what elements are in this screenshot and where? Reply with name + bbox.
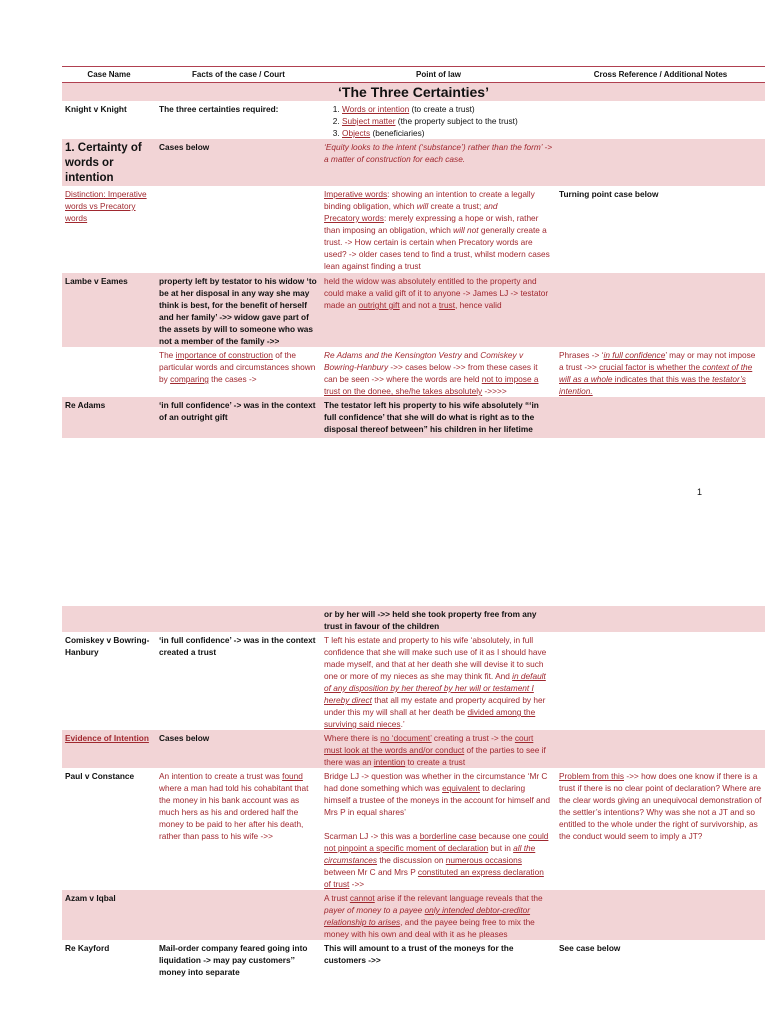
case-name: [62, 347, 156, 397]
cross-reference: Problem from this ->> how does one know if there is a trust if there is no clear point of declaration? Where are the clear words giving an unequivocal demonstration of the settler’s intentions? Why was she not a JT and so entitled to the whole under the right of survivorship, as the conduct would seem to imply a JT?: [559, 771, 762, 841]
point-of-law: Where there is no ‘document’ creating a trust -> the court must look at the words and/or conduct of the parties to see if there was an intention to create a trust: [321, 730, 556, 768]
cross-reference: Turning point case below: [559, 189, 659, 199]
certainties-list: [324, 103, 553, 139]
table-title: ‘The Three Certainties’: [62, 83, 765, 102]
point-of-law: Bridge LJ -> question was whether in the circumstance ‘Mr C had done something which was equivalent to declaring himself a trustee of the moneys in the account for himself and Mrs P in equal shares’ Scarman LJ -> this was a borderline case because one could not pinpoint a specific moment of declaration but in all the circumstances the discussion on numerous occasions between Mr C and Mrs P constituted an express declaration of trust ->>: [324, 771, 550, 889]
point-of-law: This will amount to a trust of the moneys for the customers ->>: [324, 943, 514, 965]
case-facts: [156, 606, 321, 632]
point-of-law: The testator left his property to his wife absolutely “‘in full confidence’ that she will do what is right as to the disposal thereof between” his children in her lifetime: [321, 397, 556, 438]
case-facts: Cases below: [156, 730, 321, 768]
certainties-table-continued: [62, 606, 765, 978]
table-row: [62, 730, 765, 768]
header-cross-reference: Cross Reference / Additional Notes: [556, 67, 765, 83]
cross-reference: [556, 632, 765, 730]
cross-reference: [556, 730, 765, 768]
point-of-law: Imperative words: showing an intention to create a legally binding obligation, which will create a trust; and Precatory words: merely expressing a hope or wish, rather than imposing an obligation, which will not generally create a trust. -> How certain is certain when Precatory words are used? -> older cases tend to find a trust, whilst modern cases lean against finding a trust: [324, 189, 550, 271]
case-facts: ‘in full confidence’ -> was in the context created a trust: [159, 635, 316, 657]
table-row: [62, 347, 765, 397]
case-facts: The three certainties required:: [159, 104, 279, 114]
cross-reference: [556, 101, 765, 139]
case-name: [62, 606, 156, 632]
header-case-name: Case Name: [62, 67, 156, 83]
header-facts: Facts of the case / Court: [156, 67, 321, 83]
table-row: [62, 397, 765, 438]
point-of-law: T left his estate and property to his wife ‘absolutely, in full confidence that she will make such use of it as I should have made myself, and that at her death she will devise it to such one or more of my nieces as she may think fit. And in default of any disposition by her thereof by her will or testament I hereby direct that all my estate and property acquired by her under this my will shall at her death be divided among the surviving said nieces.’: [324, 635, 547, 729]
point-of-law: [321, 101, 556, 139]
header-row: [62, 67, 765, 83]
case-name: Lambe v Eames: [62, 273, 156, 347]
cross-reference: [556, 273, 765, 347]
list-item: 2. Subject matter (the property subject to the trust): [342, 115, 553, 127]
table-row: [62, 139, 765, 186]
table-row: [62, 632, 765, 730]
table-row: [62, 890, 765, 940]
point-of-law: Re Adams and the Kensington Vestry and Comiskey v Bowring-Hanbury ->> cases below ->> from these cases it can be seen ->> where the words are held not to impose a trust on the donee, she/he takes absolutely ->>>>: [324, 350, 539, 396]
case-name: Distinction: Imperative words vs Precatory words: [65, 189, 147, 223]
case-facts: An intention to create a trust was found where a man had told his cohabitant that the money in his bank account was as much hers as his and ordered half the money to be paid to her after his death, rather than pass to his wife ->>: [159, 771, 309, 841]
title-row: [62, 83, 765, 102]
list-item: 3. Objects (beneficiaries): [342, 127, 553, 139]
case-facts: ‘in full confidence’ -> was in the context of an outright gift: [156, 397, 321, 438]
case-name: Re Adams: [62, 397, 156, 438]
cross-reference: [556, 606, 765, 632]
header-point-of-law: Point of law: [321, 67, 556, 83]
page-two: [62, 606, 765, 978]
case-name: Comiskey v Bowring-Hanbury: [65, 635, 150, 657]
case-facts: Mail-order company feared going into liquidation -> may pay customers’’ money into separate: [159, 943, 308, 977]
case-name: Azam v Iqbal: [62, 890, 156, 940]
table-row: [62, 606, 765, 632]
page-one: [62, 66, 765, 438]
case-facts: The importance of construction of the particular words and circumstances shown by comparing the cases ->: [159, 350, 316, 384]
table-row: [62, 940, 765, 978]
cross-reference: [556, 890, 765, 940]
cross-reference: [556, 139, 765, 186]
case-name: Knight v Knight: [65, 104, 127, 114]
case-facts: Cases below: [156, 139, 321, 186]
section-heading: Evidence of Intention: [62, 730, 156, 768]
case-name: Re Kayford: [65, 943, 110, 953]
case-name: Paul v Constance: [65, 771, 135, 781]
table-row: [62, 273, 765, 347]
point-of-law: ‘Equity looks to the intent (‘substance’) rather than the form’ -> a matter of construction for each case.: [321, 139, 556, 186]
case-facts: [156, 890, 321, 940]
certainties-table: [62, 66, 765, 438]
point-of-law: or by her will ->> held she took property free from any trust in favour of the children: [321, 606, 556, 632]
table-row: [62, 186, 765, 273]
case-facts: [156, 186, 321, 273]
cross-reference: [556, 397, 765, 438]
point-of-law: A trust cannot arise if the relevant language reveals that the payer of money to a payee only intended debtor-creditor relationship to arises, and the payee being free to mix the money with his own and deal with it as he pleases: [321, 890, 556, 940]
section-heading: 1. Certainty of words or intention: [62, 139, 156, 186]
list-item: 1. Words or intention (to create a trust): [342, 103, 553, 115]
point-of-law: held the widow was absolutely entitled to the property and could make a valid gift of it to anyone -> James LJ -> testator made an outright gift and not a trust, hence valid: [321, 273, 556, 347]
case-facts: property left by testator to his widow ‘to be at her disposal in any way she may think is best, for the benefit of herself and her family’ ->> widow gave part of the assets by will to someone who was not a member of the family ->>: [156, 273, 321, 347]
table-row: [62, 768, 765, 890]
table-row: [62, 101, 765, 139]
cross-reference: See case below: [559, 943, 621, 953]
cross-reference: Phrases -> ‘in full confidence’ may or may not impose a trust ->> crucial factor is whether the context of the will as a whole indicates that this was the testator’s intention.: [559, 350, 756, 396]
page-number: 1: [697, 487, 703, 497]
